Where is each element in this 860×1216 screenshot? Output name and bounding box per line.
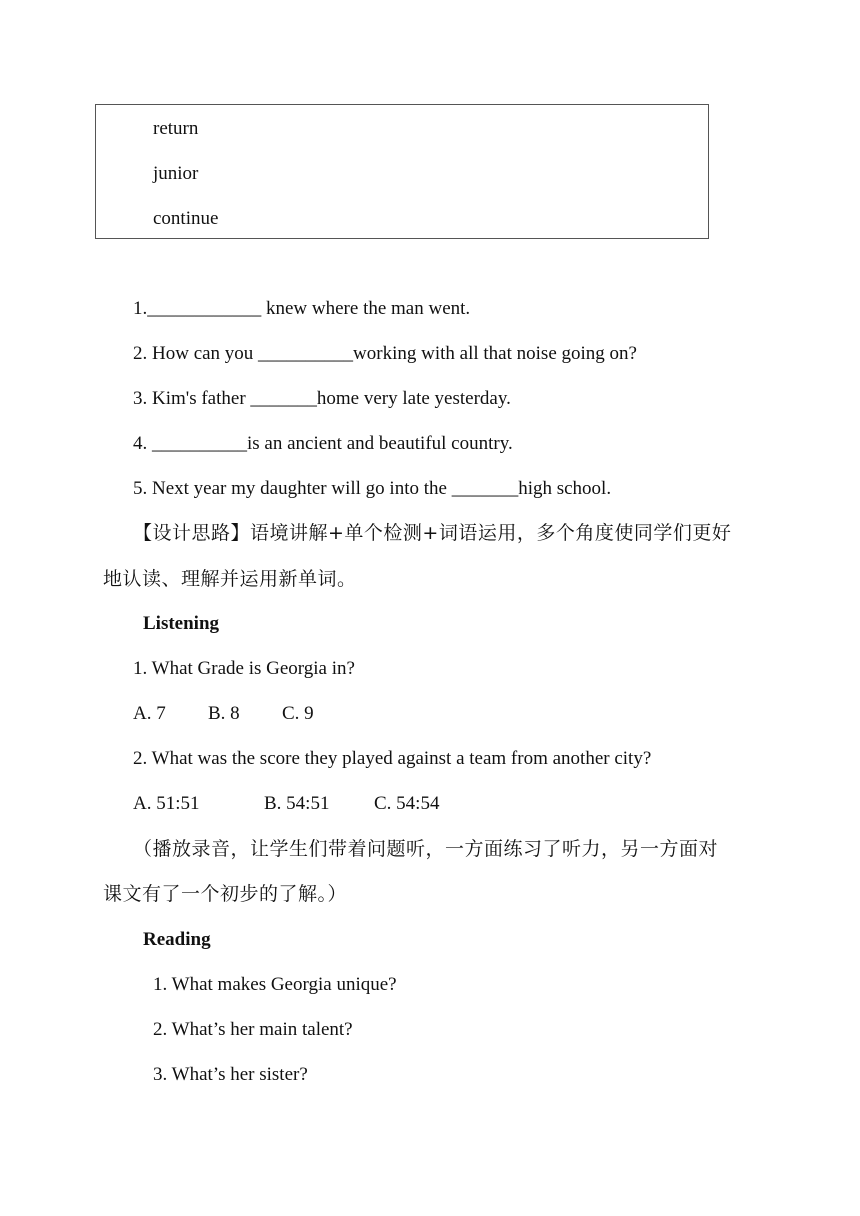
fill-blank-5: 5. Next year my daughter will go into the _______high school. [133,478,612,499]
word-box [95,104,709,239]
listening-note-line-1: （播放录音，让学生们带着问题听，一方面练习了听力，另一方面对 [133,838,719,860]
fill-blank-3: 3. Kim's father _______home very late yesterday. [133,388,511,409]
word-item: junior [153,163,199,184]
word-item: continue [153,208,219,229]
reading-question-3: 3. What’s her sister? [153,1064,308,1085]
listening-heading: Listening [143,613,220,634]
listening-q1-option-a: A. 7 [133,703,166,724]
listening-q1-option-b: B. 8 [208,703,240,724]
reading-question-1: 1. What makes Georgia unique? [153,974,397,995]
design-note-line-2: 地认读、理解并运用新单词。 [103,568,357,590]
fill-blank-1: 1.____________ knew where the man went. [133,298,471,319]
listening-q2-option-b: B. 54:51 [264,793,330,814]
word-item: return [153,118,199,139]
reading-question-2: 2. What’s her main talent? [153,1019,353,1040]
listening-question-1: 1. What Grade is Georgia in? [133,658,355,679]
listening-q2-option-a: A. 51:51 [133,793,200,814]
fill-blank-2: 2. How can you __________working with all that noise going on? [133,343,637,364]
listening-question-2: 2. What was the score they played against a team from another city? [133,748,652,769]
listening-q1-option-c: C. 9 [282,703,314,724]
design-note-line-1: 【设计思路】语境讲解+单个检测+词语运用，多个角度使同学们更好 [133,522,732,544]
reading-heading: Reading [143,929,211,950]
listening-q2-option-c: C. 54:54 [374,793,440,814]
fill-blank-4: 4. __________is an ancient and beautiful country. [133,433,513,454]
listening-note-line-2: 课文有了一个初步的了解。） [103,883,348,905]
